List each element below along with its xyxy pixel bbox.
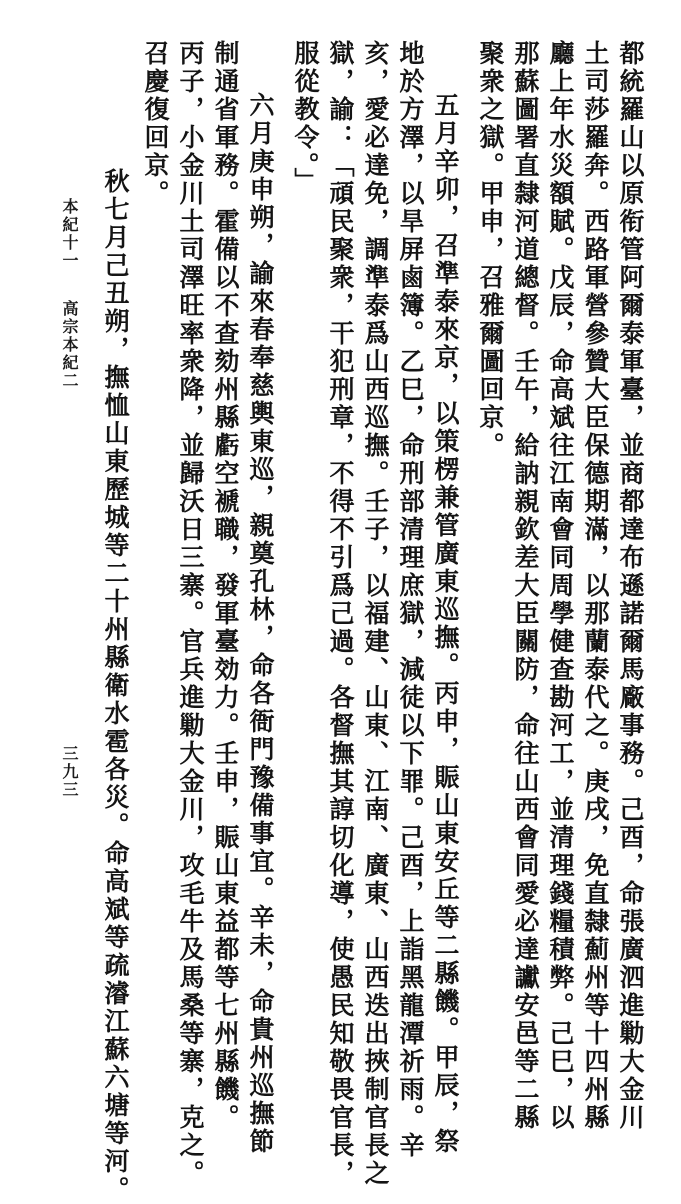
text-column-11: 六月庚申朔，諭來春奉慈輿東巡，親奠孔林，命各衙門豫備事宜。辛未，命貴州巡撫節 xyxy=(246,92,275,1156)
text-column-13: 丙子，小金川土司澤旺率衆降，並歸沃日三寨。官兵進勦大金川，攻毛牛及馬桑等寨，克之。 xyxy=(176,40,205,1188)
text-column-8: 亥，愛必達免，調準泰爲山西巡撫。壬子，以福建、山東、江南、廣東、山西迭出挾制官長之 xyxy=(361,40,390,1188)
text-column-15: 秋七月己丑朔，撫恤山東歷城等二十州縣衛水雹各災。命高斌等疏濬江蘇六塘等河。 xyxy=(101,168,130,1204)
text-column-4: 那蘇圖署直隸河道總督。壬午，給訥親欽差大臣關防，命往山西會同愛必達讞安邑等二縣 xyxy=(511,40,540,1132)
text-column-1: 都統羅山以原衔管阿爾泰軍臺，並商都達布遜諾爾馬廠事務。己酉，命張廣泗進勦大金川 xyxy=(616,40,645,1132)
page-number: 三九三 xyxy=(60,745,79,799)
running-header-volume: 本紀十一 xyxy=(60,198,79,270)
text-column-10: 服從教令。」 xyxy=(291,40,320,196)
running-header-title: 高宗本紀二 xyxy=(60,300,79,390)
text-column-3: 廳上年水災額賦。戊辰，命高斌往江南會同周學健查勘河工，並清理錢糧積弊。己巳，以 xyxy=(546,40,575,1132)
text-column-12: 制通省軍務。霍備以不查劾州縣虧空褫職，發軍臺効力。壬申，賑山東益都等七州縣饑。 xyxy=(211,40,240,1132)
text-column-5: 聚衆之獄。甲申，召雅爾圖回京。 xyxy=(476,40,505,460)
text-column-6: 五月辛卯，召準泰來京，以策楞兼管廣東巡撫。丙申，賑山東安丘等二縣饑。甲辰，祭 xyxy=(431,92,460,1156)
text-column-9: 獄，諭：「頑民聚衆，干犯刑章，不得不引爲己過。各督撫其諄切化導，使愚民知敬畏官長， xyxy=(326,40,355,1188)
text-column-2: 土司莎羅奔。西路軍營參贊大臣保德期滿，以那蘭泰代之。庚戌，免直隸薊州等十四州縣 xyxy=(581,40,610,1132)
text-column-14: 召慶復回京。 xyxy=(141,40,170,208)
text-column-7: 地於方澤，以旱屏鹵簿。乙巳，命刑部清理庶獄，減徒以下罪。己酉，上詣黑龍潭祈雨。辛 xyxy=(396,40,425,1160)
